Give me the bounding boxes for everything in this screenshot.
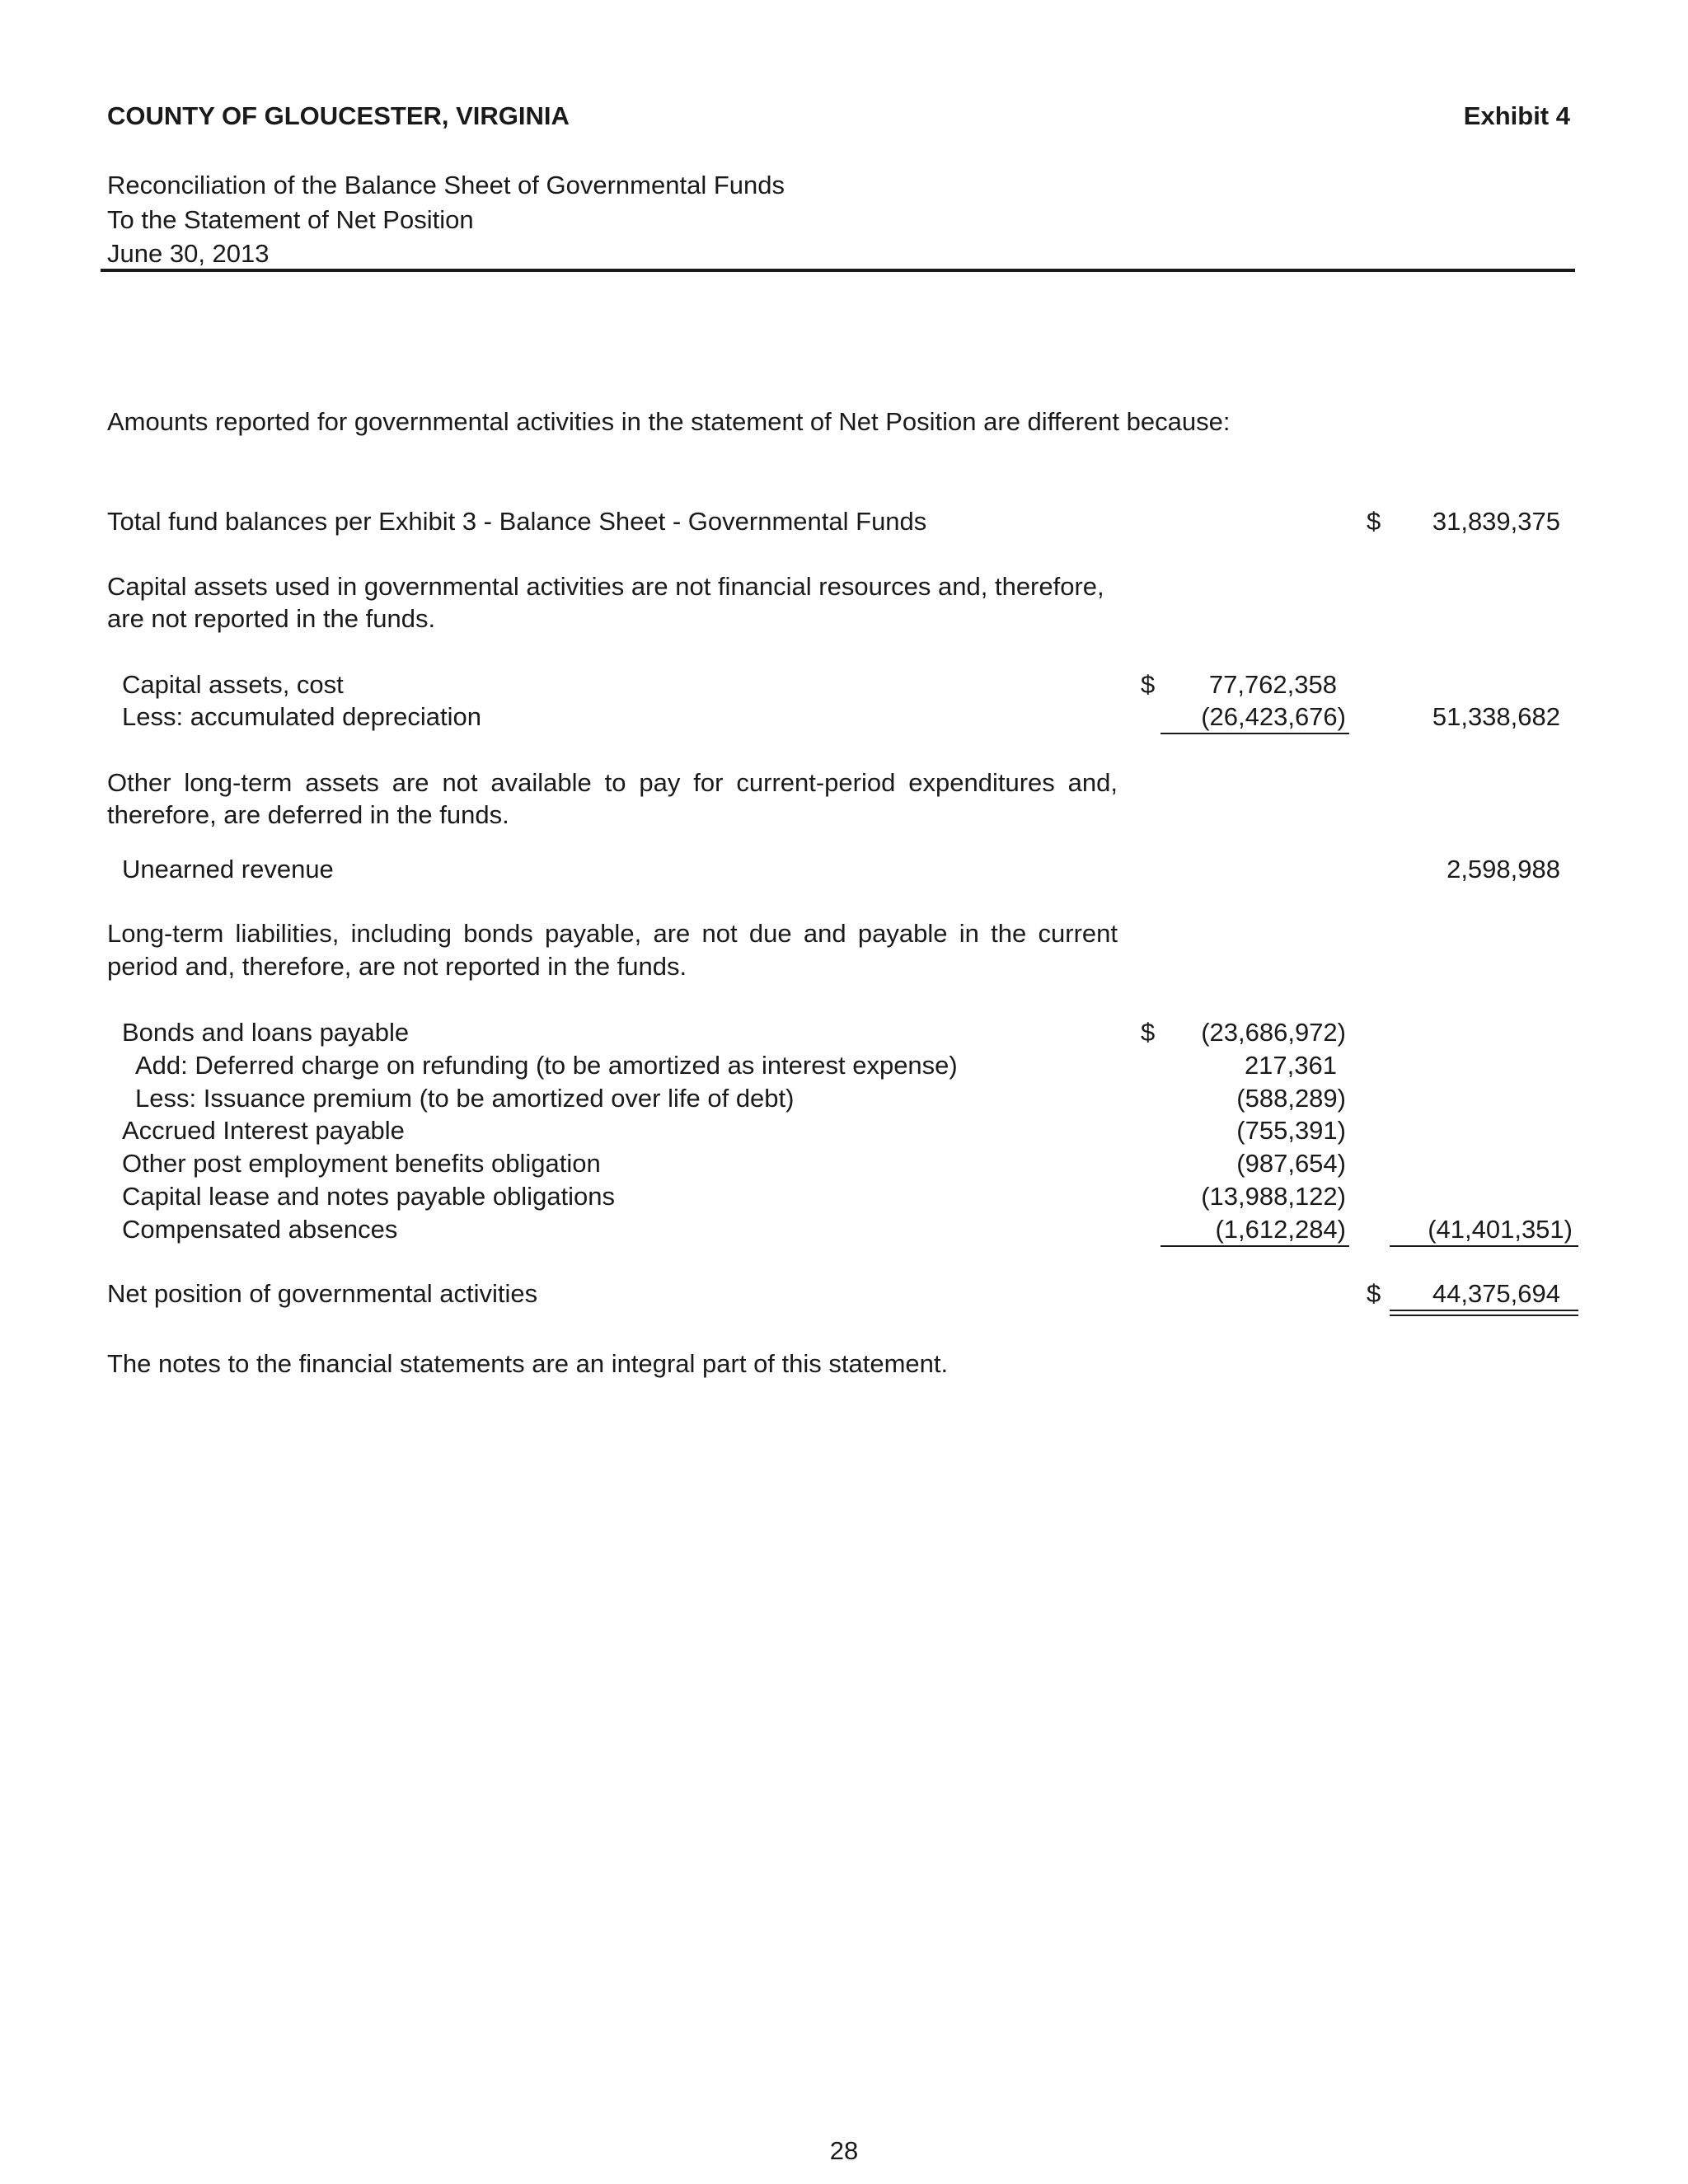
liability-amount: (755,391) [1236, 1116, 1346, 1145]
capital-para-line2: are not reported in the funds. [107, 604, 436, 633]
net-position-double-underline-top [1390, 1310, 1578, 1311]
footnote: The notes to the financial statements are an integral part of this statement. [107, 1349, 949, 1378]
liability-label: Capital lease and notes payable obligations [122, 1182, 616, 1211]
total-fund-dollar: $ [1367, 507, 1381, 536]
liabilities-total-amount: (41,401,351) [1428, 1215, 1573, 1244]
liabilities-para-line2: period and, therefore, are not reported in the funds. [107, 952, 687, 981]
liability-label: Less: Issuance premium (to be amortized over life of debt) [135, 1084, 795, 1113]
statement-date: June 30, 2013 [107, 239, 270, 268]
capital-cost-label: Capital assets, cost [122, 670, 344, 699]
net-position-amount: 44,375,694 [1432, 1279, 1560, 1308]
depreciation-label: Less: accumulated depreciation [122, 702, 481, 731]
capital-net-amount: 51,338,682 [1432, 702, 1560, 731]
liability-amount: (1,612,284) [1215, 1215, 1346, 1244]
depreciation-amount: (26,423,676) [1201, 702, 1346, 731]
total-fund-label: Total fund balances per Exhibit 3 - Balance Sheet - Governmental Funds [107, 507, 927, 536]
liability-amount: (987,654) [1236, 1149, 1346, 1178]
liability-label: Bonds and loans payable [122, 1018, 410, 1047]
page-number: 28 [829, 2136, 859, 2165]
liability-label: Other post employment benefits obligation [122, 1149, 601, 1178]
capital-cost-dollar: $ [1141, 670, 1156, 699]
other-assets-para-line2: therefore, are deferred in the funds. [107, 800, 509, 829]
depreciation-underline [1160, 733, 1349, 734]
liability-label: Add: Deferred charge on refunding (to be amortized as interest expense) [135, 1051, 958, 1080]
liability-amount: (13,988,122) [1201, 1182, 1346, 1211]
other-assets-para-line1: Other long-term assets are not available to pay for current-period expenditures and, [107, 768, 1118, 797]
statement-title-line1: Reconciliation of the Balance Sheet of Governmental Funds [107, 171, 785, 199]
header-rule [101, 269, 1575, 272]
entity-title: COUNTY OF GLOUCESTER, VIRGINIA [107, 101, 570, 130]
net-position-label: Net position of governmental activities [107, 1279, 538, 1308]
exhibit-label: Exhibit 4 [1463, 101, 1570, 130]
liability-label: Compensated absences [122, 1215, 398, 1244]
unearned-revenue-amount: 2,598,988 [1447, 855, 1560, 883]
liabilities-total-underline [1390, 1245, 1578, 1247]
liability-amount: 217,361 [1244, 1051, 1337, 1080]
liabilities-para-line1: Long-term liabilities, including bonds payable, are not due and payable in the current [107, 919, 1118, 948]
net-position-double-underline-bottom [1390, 1315, 1578, 1316]
total-fund-amount: 31,839,375 [1432, 507, 1560, 536]
liability-amount: (588,289) [1236, 1084, 1346, 1113]
intro-text: Amounts reported for governmental activities in the statement of Net Position are different because: [107, 407, 1231, 436]
liability-label: Accrued Interest payable [122, 1116, 405, 1145]
capital-para-line1: Capital assets used in governmental activities are not financial resources and, therefore, [107, 572, 1104, 601]
liability-amount: (23,686,972) [1201, 1018, 1346, 1047]
capital-cost-amount: 77,762,358 [1208, 670, 1337, 699]
unearned-revenue-label: Unearned revenue [122, 855, 334, 883]
liabilities-subtotal-underline [1160, 1245, 1349, 1247]
net-position-dollar: $ [1367, 1279, 1381, 1308]
statement-title-line2: To the Statement of Net Position [107, 205, 474, 234]
liability-dollar: $ [1141, 1018, 1156, 1047]
